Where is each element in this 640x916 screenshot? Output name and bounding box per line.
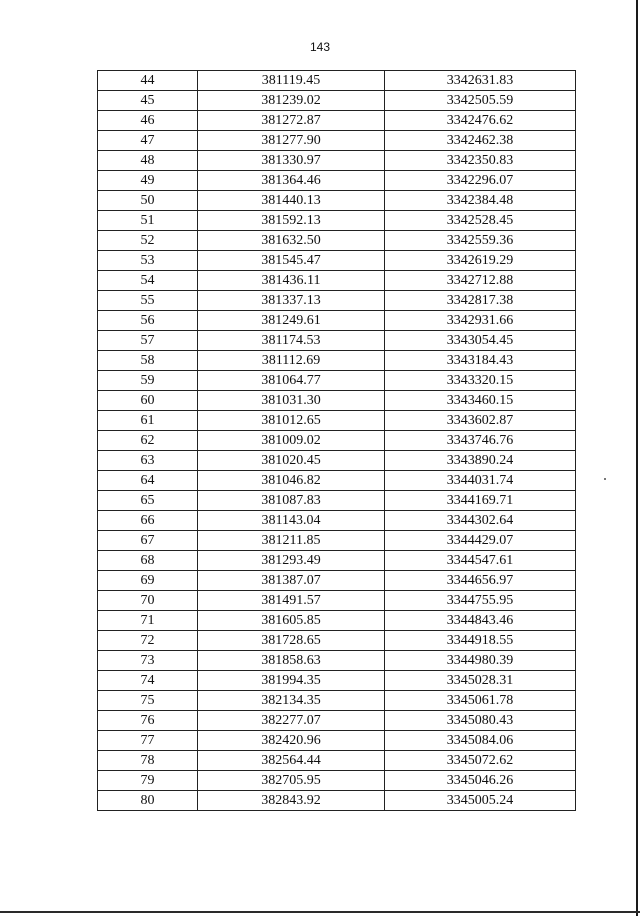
y-coordinate-cell: 3343460.15 [385,391,576,411]
y-coordinate-cell: 3343184.43 [385,351,576,371]
page-edge-bottom [0,911,640,913]
table-row [98,571,576,591]
x-coordinate-cell: 381272.87 [198,111,385,131]
coordinates-table [97,70,576,811]
x-coordinate-cell: 381064.77 [198,371,385,391]
x-coordinate-cell: 381293.49 [198,551,385,571]
y-coordinate-cell: 3344980.39 [385,651,576,671]
x-coordinate-cell: 381012.65 [198,411,385,431]
y-coordinate-cell: 3342462.38 [385,131,576,151]
point-number-cell: 60 [98,391,198,411]
point-number-cell: 51 [98,211,198,231]
x-coordinate-cell: 381239.02 [198,91,385,111]
table-row [98,791,576,811]
table-row [98,291,576,311]
point-number-cell: 61 [98,411,198,431]
table-row [98,711,576,731]
x-coordinate-cell: 382843.92 [198,791,385,811]
point-number-cell: 59 [98,371,198,391]
x-coordinate-cell: 381112.69 [198,351,385,371]
table-row [98,411,576,431]
point-number-cell: 66 [98,511,198,531]
y-coordinate-cell: 3344547.61 [385,551,576,571]
table-row [98,211,576,231]
point-number-cell: 73 [98,651,198,671]
table-row [98,651,576,671]
x-coordinate-cell: 381174.53 [198,331,385,351]
table-row [98,231,576,251]
point-number-cell: 78 [98,751,198,771]
table-row [98,671,576,691]
page-edge-right [636,0,638,916]
point-number-cell: 50 [98,191,198,211]
point-number-cell: 48 [98,151,198,171]
y-coordinate-cell: 3342476.62 [385,111,576,131]
x-coordinate-cell: 381330.97 [198,151,385,171]
x-coordinate-cell: 381277.90 [198,131,385,151]
point-number-cell: 45 [98,91,198,111]
point-number-cell: 49 [98,171,198,191]
x-coordinate-cell: 381364.46 [198,171,385,191]
point-number-cell: 58 [98,351,198,371]
table-row [98,691,576,711]
x-coordinate-cell: 381119.45 [198,71,385,91]
table-row [98,71,576,91]
y-coordinate-cell: 3345005.24 [385,791,576,811]
y-coordinate-cell: 3342712.88 [385,271,576,291]
y-coordinate-cell: 3342817.38 [385,291,576,311]
x-coordinate-cell: 381031.30 [198,391,385,411]
point-number-cell: 47 [98,131,198,151]
table-row [98,771,576,791]
y-coordinate-cell: 3344031.74 [385,471,576,491]
x-coordinate-cell: 381009.02 [198,431,385,451]
y-coordinate-cell: 3342384.48 [385,191,576,211]
table-row [98,451,576,471]
x-coordinate-cell: 381249.61 [198,311,385,331]
point-number-cell: 79 [98,771,198,791]
x-coordinate-cell: 381605.85 [198,611,385,631]
y-coordinate-cell: 3342528.45 [385,211,576,231]
x-coordinate-cell: 381143.04 [198,511,385,531]
x-coordinate-cell: 381046.82 [198,471,385,491]
table-row [98,491,576,511]
x-coordinate-cell: 381994.35 [198,671,385,691]
table-row [98,471,576,491]
table-row [98,391,576,411]
y-coordinate-cell: 3343054.45 [385,331,576,351]
x-coordinate-cell: 381592.13 [198,211,385,231]
point-number-cell: 46 [98,111,198,131]
table-row [98,611,576,631]
x-coordinate-cell: 381087.83 [198,491,385,511]
table-row [98,271,576,291]
x-coordinate-cell: 381337.13 [198,291,385,311]
point-number-cell: 65 [98,491,198,511]
x-coordinate-cell: 382705.95 [198,771,385,791]
table-row [98,551,576,571]
y-coordinate-cell: 3343602.87 [385,411,576,431]
coordinates-table-body [98,71,576,811]
y-coordinate-cell: 3344302.64 [385,511,576,531]
y-coordinate-cell: 3344169.71 [385,491,576,511]
x-coordinate-cell: 382564.44 [198,751,385,771]
point-number-cell: 44 [98,71,198,91]
y-coordinate-cell: 3345046.26 [385,771,576,791]
point-number-cell: 70 [98,591,198,611]
y-coordinate-cell: 3342619.29 [385,251,576,271]
point-number-cell: 52 [98,231,198,251]
page-number: 143 [309,40,331,54]
y-coordinate-cell: 3342559.36 [385,231,576,251]
point-number-cell: 64 [98,471,198,491]
y-coordinate-cell: 3343890.24 [385,451,576,471]
x-coordinate-cell: 382277.07 [198,711,385,731]
y-coordinate-cell: 3344843.46 [385,611,576,631]
table-row [98,171,576,191]
table-row [98,131,576,151]
y-coordinate-cell: 3344918.55 [385,631,576,651]
y-coordinate-cell: 3344755.95 [385,591,576,611]
y-coordinate-cell: 3342505.59 [385,91,576,111]
y-coordinate-cell: 3342296.07 [385,171,576,191]
x-coordinate-cell: 382420.96 [198,731,385,751]
scan-speck [604,478,606,480]
point-number-cell: 54 [98,271,198,291]
table-row [98,591,576,611]
point-number-cell: 76 [98,711,198,731]
point-number-cell: 71 [98,611,198,631]
table-row [98,351,576,371]
x-coordinate-cell: 381545.47 [198,251,385,271]
x-coordinate-cell: 381387.07 [198,571,385,591]
y-coordinate-cell: 3342350.83 [385,151,576,171]
point-number-cell: 72 [98,631,198,651]
x-coordinate-cell: 381632.50 [198,231,385,251]
y-coordinate-cell: 3345061.78 [385,691,576,711]
y-coordinate-cell: 3345072.62 [385,751,576,771]
y-coordinate-cell: 3343320.15 [385,371,576,391]
x-coordinate-cell: 381440.13 [198,191,385,211]
y-coordinate-cell: 3345028.31 [385,671,576,691]
point-number-cell: 62 [98,431,198,451]
x-coordinate-cell: 381491.57 [198,591,385,611]
y-coordinate-cell: 3345080.43 [385,711,576,731]
point-number-cell: 56 [98,311,198,331]
table-row [98,731,576,751]
table-row [98,631,576,651]
point-number-cell: 68 [98,551,198,571]
y-coordinate-cell: 3344429.07 [385,531,576,551]
table-row [98,371,576,391]
point-number-cell: 57 [98,331,198,351]
y-coordinate-cell: 3344656.97 [385,571,576,591]
x-coordinate-cell: 381728.65 [198,631,385,651]
point-number-cell: 53 [98,251,198,271]
table-row [98,191,576,211]
table-row [98,431,576,451]
point-number-cell: 63 [98,451,198,471]
point-number-cell: 67 [98,531,198,551]
table-row [98,511,576,531]
table-row [98,311,576,331]
x-coordinate-cell: 381436.11 [198,271,385,291]
point-number-cell: 77 [98,731,198,751]
y-coordinate-cell: 3345084.06 [385,731,576,751]
y-coordinate-cell: 3343746.76 [385,431,576,451]
point-number-cell: 69 [98,571,198,591]
table-row [98,111,576,131]
point-number-cell: 74 [98,671,198,691]
point-number-cell: 75 [98,691,198,711]
x-coordinate-cell: 382134.35 [198,691,385,711]
x-coordinate-cell: 381020.45 [198,451,385,471]
point-number-cell: 80 [98,791,198,811]
table-row [98,91,576,111]
table-row [98,151,576,171]
x-coordinate-cell: 381211.85 [198,531,385,551]
table-row [98,251,576,271]
table-row [98,331,576,351]
point-number-cell: 55 [98,291,198,311]
y-coordinate-cell: 3342931.66 [385,311,576,331]
y-coordinate-cell: 3342631.83 [385,71,576,91]
table-row [98,751,576,771]
x-coordinate-cell: 381858.63 [198,651,385,671]
table-row [98,531,576,551]
